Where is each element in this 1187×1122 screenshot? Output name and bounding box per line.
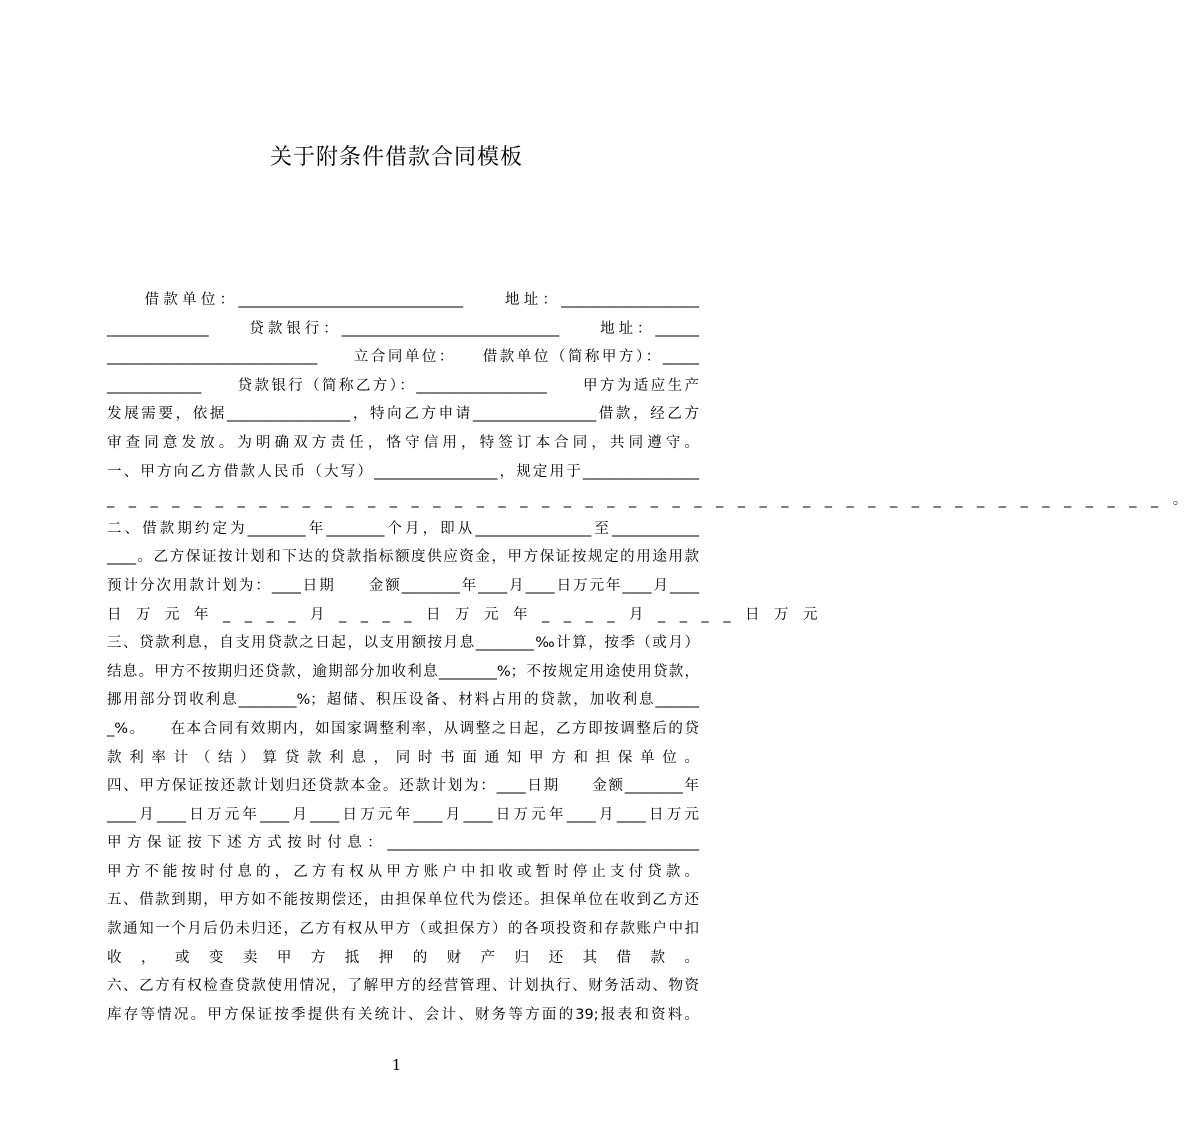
text-line: 五、借款到期，甲方如不能按期偿还，由担保单位代为偿还。担保单位在收到乙方还 bbox=[107, 892, 699, 909]
document-title: 关于附条件借款合同模板 bbox=[269, 145, 523, 170]
text-line: _____________________________ 立合同单位： 借款单位（简称甲方）：_____ bbox=[107, 349, 699, 366]
text-line: 四、甲方保证按还款计划归还贷款本金。还款计划为：____日期 金额________年 bbox=[107, 778, 699, 795]
text-line: 预计分次用款计划为：____日期 金额________年____月____日万元年____月____ bbox=[107, 577, 699, 594]
text-line: 审查同意发放。为明确双方责任，恪守信用，特签订本合同，共同遵守。 bbox=[107, 434, 699, 451]
text-line: 库存等情况。甲方保证按季提供有关统计、会计、财务等方面的39;报表和资料。 bbox=[107, 1006, 699, 1023]
text-line: 二、借款期约定为________年________个月，即从________________至____________ bbox=[107, 520, 699, 537]
text-line: 三、贷款利息，自支用贷款之日起，以支用额按月息________‰计算，按季（或月） bbox=[107, 635, 699, 652]
text-line: _____________ 贷款银行（简称乙方）：__________________ 甲方为适应生产 bbox=[107, 377, 699, 394]
text-line: ____。乙方保证按计划和下达的贷款指标额度供应资金，甲方保证按规定的用途用款 bbox=[107, 549, 699, 566]
text-line: _ _ _ _ _ _ _ _ _ _ _ _ _ _ _ _ _ _ _ _ _ _ _ _ _ _ _ _ _ _ _ _ _ _ _ _ _ _ _ _ _ _ _ _ _ _ _ _ _ 。 bbox=[107, 492, 1187, 509]
text-line: 日 万 元 年 _ _ _ _ 月 _ _ _ _ 日 万 元 年 _ _ _ _ 月 _ _ _ _ 日 万 元 bbox=[107, 606, 818, 623]
text-line: 甲方不能按时付息的，乙方有权从甲方账户中扣收或暂时停止支付贷款。 bbox=[107, 863, 699, 880]
text-line: ______________ 贷款银行：______________________________ 地址：______ bbox=[107, 320, 699, 337]
text-line: 款通知一个月后仍未归还，乙方有权从甲方（或担保方）的各项投资和存款账户中扣 bbox=[107, 921, 699, 938]
text-line: 甲方保证按下述方式按时付息：___________________________________________ bbox=[107, 835, 699, 852]
text-line: 六、乙方有权检查贷款使用情况，了解甲方的经营管理、计划执行、财务活动、物资 bbox=[107, 978, 699, 995]
page-number: 1 bbox=[391, 1056, 402, 1074]
text-line: ____月____日万元年____月____日万元年____月____日万元年____月____日万元 bbox=[107, 806, 699, 823]
text-line: 结息。甲方不按期归还贷款，逾期部分加收利息________%；不按规定用途使用贷款， bbox=[107, 663, 699, 680]
text-line: 挪用部分罚收利息________%；超储、积压设备、材料占用的贷款，加收利息______ bbox=[107, 692, 699, 709]
text-line: 一、甲方向乙方借款人民币（大写）_________________，规定用于________________ bbox=[107, 463, 699, 480]
text-line: 借款单位：_______________________________ 地址：___________________ bbox=[107, 292, 699, 308]
document-body bbox=[107, 286, 1187, 1029]
text-line: _%。 在本合同有效期内，如国家调整利率，从调整之日起，乙方即按调整后的贷 bbox=[107, 720, 699, 737]
text-line: 款利率计（结）算贷款利息，同时书面通知甲方和担保单位。 bbox=[107, 749, 699, 766]
text-line: 发展需要，依据_________________，特向乙方申请_________________借款，经乙方 bbox=[107, 406, 699, 423]
text-line: 收，或变卖甲方抵押的财产归还其借款。 bbox=[107, 949, 699, 966]
